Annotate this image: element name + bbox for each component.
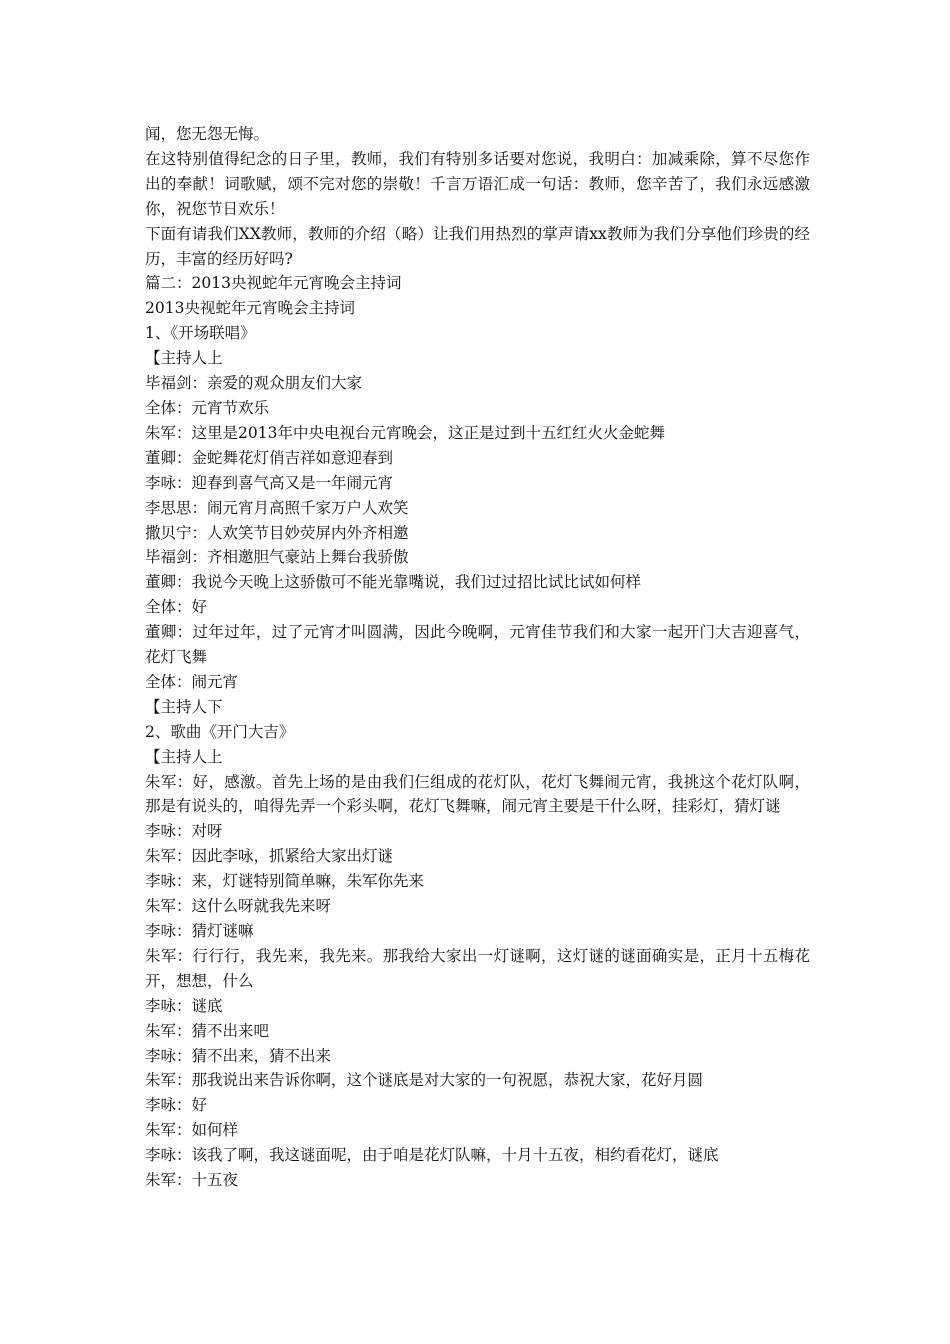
dialogue-line: 朱军：猜不出来吧 [145, 1021, 270, 1040]
dialogue-line: 毕福剑：亲爱的观众朋友们大家 [145, 374, 363, 393]
dialogue-line: 李咏：来，灯谜特别简单嘛，朱军你先来 [145, 872, 425, 891]
dialogue-line: 全体：元宵节欢乐 [145, 398, 270, 417]
program-item: 1、《开场联唱》 [145, 324, 256, 343]
dialogue-line: 毕福剑：齐相邀胆气豪站上舞台我骄傲 [145, 548, 409, 567]
dialogue-line: 朱军：好，感激。首先上场的是由我们仨组成的花灯队，花灯飞舞闹元宵，我挑这个花灯队啊，那是有说头的，咱得先弄一个彩头啊，花灯飞舞嘛，闹元宵主要是干什么呀，挂彩灯，猜灯谜 [145, 772, 810, 816]
stage-direction: 【主持人上 [145, 349, 223, 368]
section-title: 2013央视蛇年元宵晚会主持词 [145, 299, 355, 318]
dialogue-line: 董卿：我说今天晚上这骄傲可不能光靠嘴说，我们过过招比试比试如何样 [145, 573, 642, 592]
dialogue-line: 朱军：行行行，我先来，我先来。那我给大家出一灯谜啊，这灯谜的谜面确实是，正月十五梅花开，想想，什么 [145, 946, 810, 990]
dialogue-line: 李咏：该我了啊，我这谜面呢，由于咱是花灯队嘛，十月十五夜，相约看花灯，谜底 [145, 1146, 719, 1165]
document-body [145, 122, 810, 1193]
dialogue-line: 李咏：好 [145, 1096, 208, 1115]
dialogue-line: 朱军：十五夜 [145, 1171, 239, 1190]
dialogue-line: 董卿：金蛇舞花灯俏吉祥如意迎春到 [145, 448, 394, 467]
dialogue-line: 朱军：这什么呀就我先来呀 [145, 897, 332, 916]
dialogue-line: 朱军：那我说出来告诉你啊，这个谜底是对大家的一句祝愿，恭祝大家，花好月圆 [145, 1071, 704, 1090]
dialogue-line: 全体：闹元宵 [145, 672, 239, 691]
dialogue-line: 李咏：谜底 [145, 996, 223, 1015]
program-item: 2、歌曲《开门大吉》 [145, 722, 295, 741]
dialogue-line: 李咏：对呀 [145, 822, 223, 841]
paragraph: 在这特别值得纪念的日子里，教师，我们有特别多话要对您说，我明白：加减乘除，算不尽您作出的奉献！词歌赋，颂不完对您的崇敬！千言万语汇成一句话：教师，您辛苦了，我们永远感激你，祝您节日欢乐！ [145, 149, 810, 218]
dialogue-line: 全体：好 [145, 598, 208, 617]
paragraph: 闻，您无怨无悔。 [145, 125, 270, 143]
dialogue-line: 朱军：这里是2013年中央电视台元宵晚会，这正是过到十五红红火火金蛇舞 [145, 423, 665, 442]
dialogue-line: 李思思：闹元宵月高照千家万户人欢笑 [145, 498, 409, 517]
stage-direction: 【主持人下 [145, 697, 223, 716]
dialogue-line: 撒贝宁：人欢笑节目妙荧屏内外齐相邀 [145, 523, 409, 542]
dialogue-line: 李咏：猜灯谜嘛 [145, 922, 254, 940]
paragraph: 下面有请我们XX教师，教师的介绍（略）让我们用热烈的掌声请xx教师为我们分享他们珍贵的经历，丰富的经历好吗? [145, 224, 810, 268]
dialogue-line: 董卿：过年过年，过了元宵才叫圆满，因此今晚啊，元宵佳节我们和大家一起开门大吉迎喜气，花灯飞舞 [145, 623, 810, 667]
dialogue-line: 朱军：因此李咏，抓紧给大家出灯谜 [145, 847, 394, 866]
dialogue-line: 李咏：迎春到喜气高又是一年闹元宵 [145, 473, 394, 492]
dialogue-line: 李咏：猜不出来，猜不出来 [145, 1046, 332, 1065]
dialogue-line: 朱军：如何样 [145, 1121, 239, 1140]
stage-direction: 【主持人上 [145, 747, 223, 766]
section-heading: 篇二：2013央视蛇年元宵晚会主持词 [145, 274, 402, 293]
